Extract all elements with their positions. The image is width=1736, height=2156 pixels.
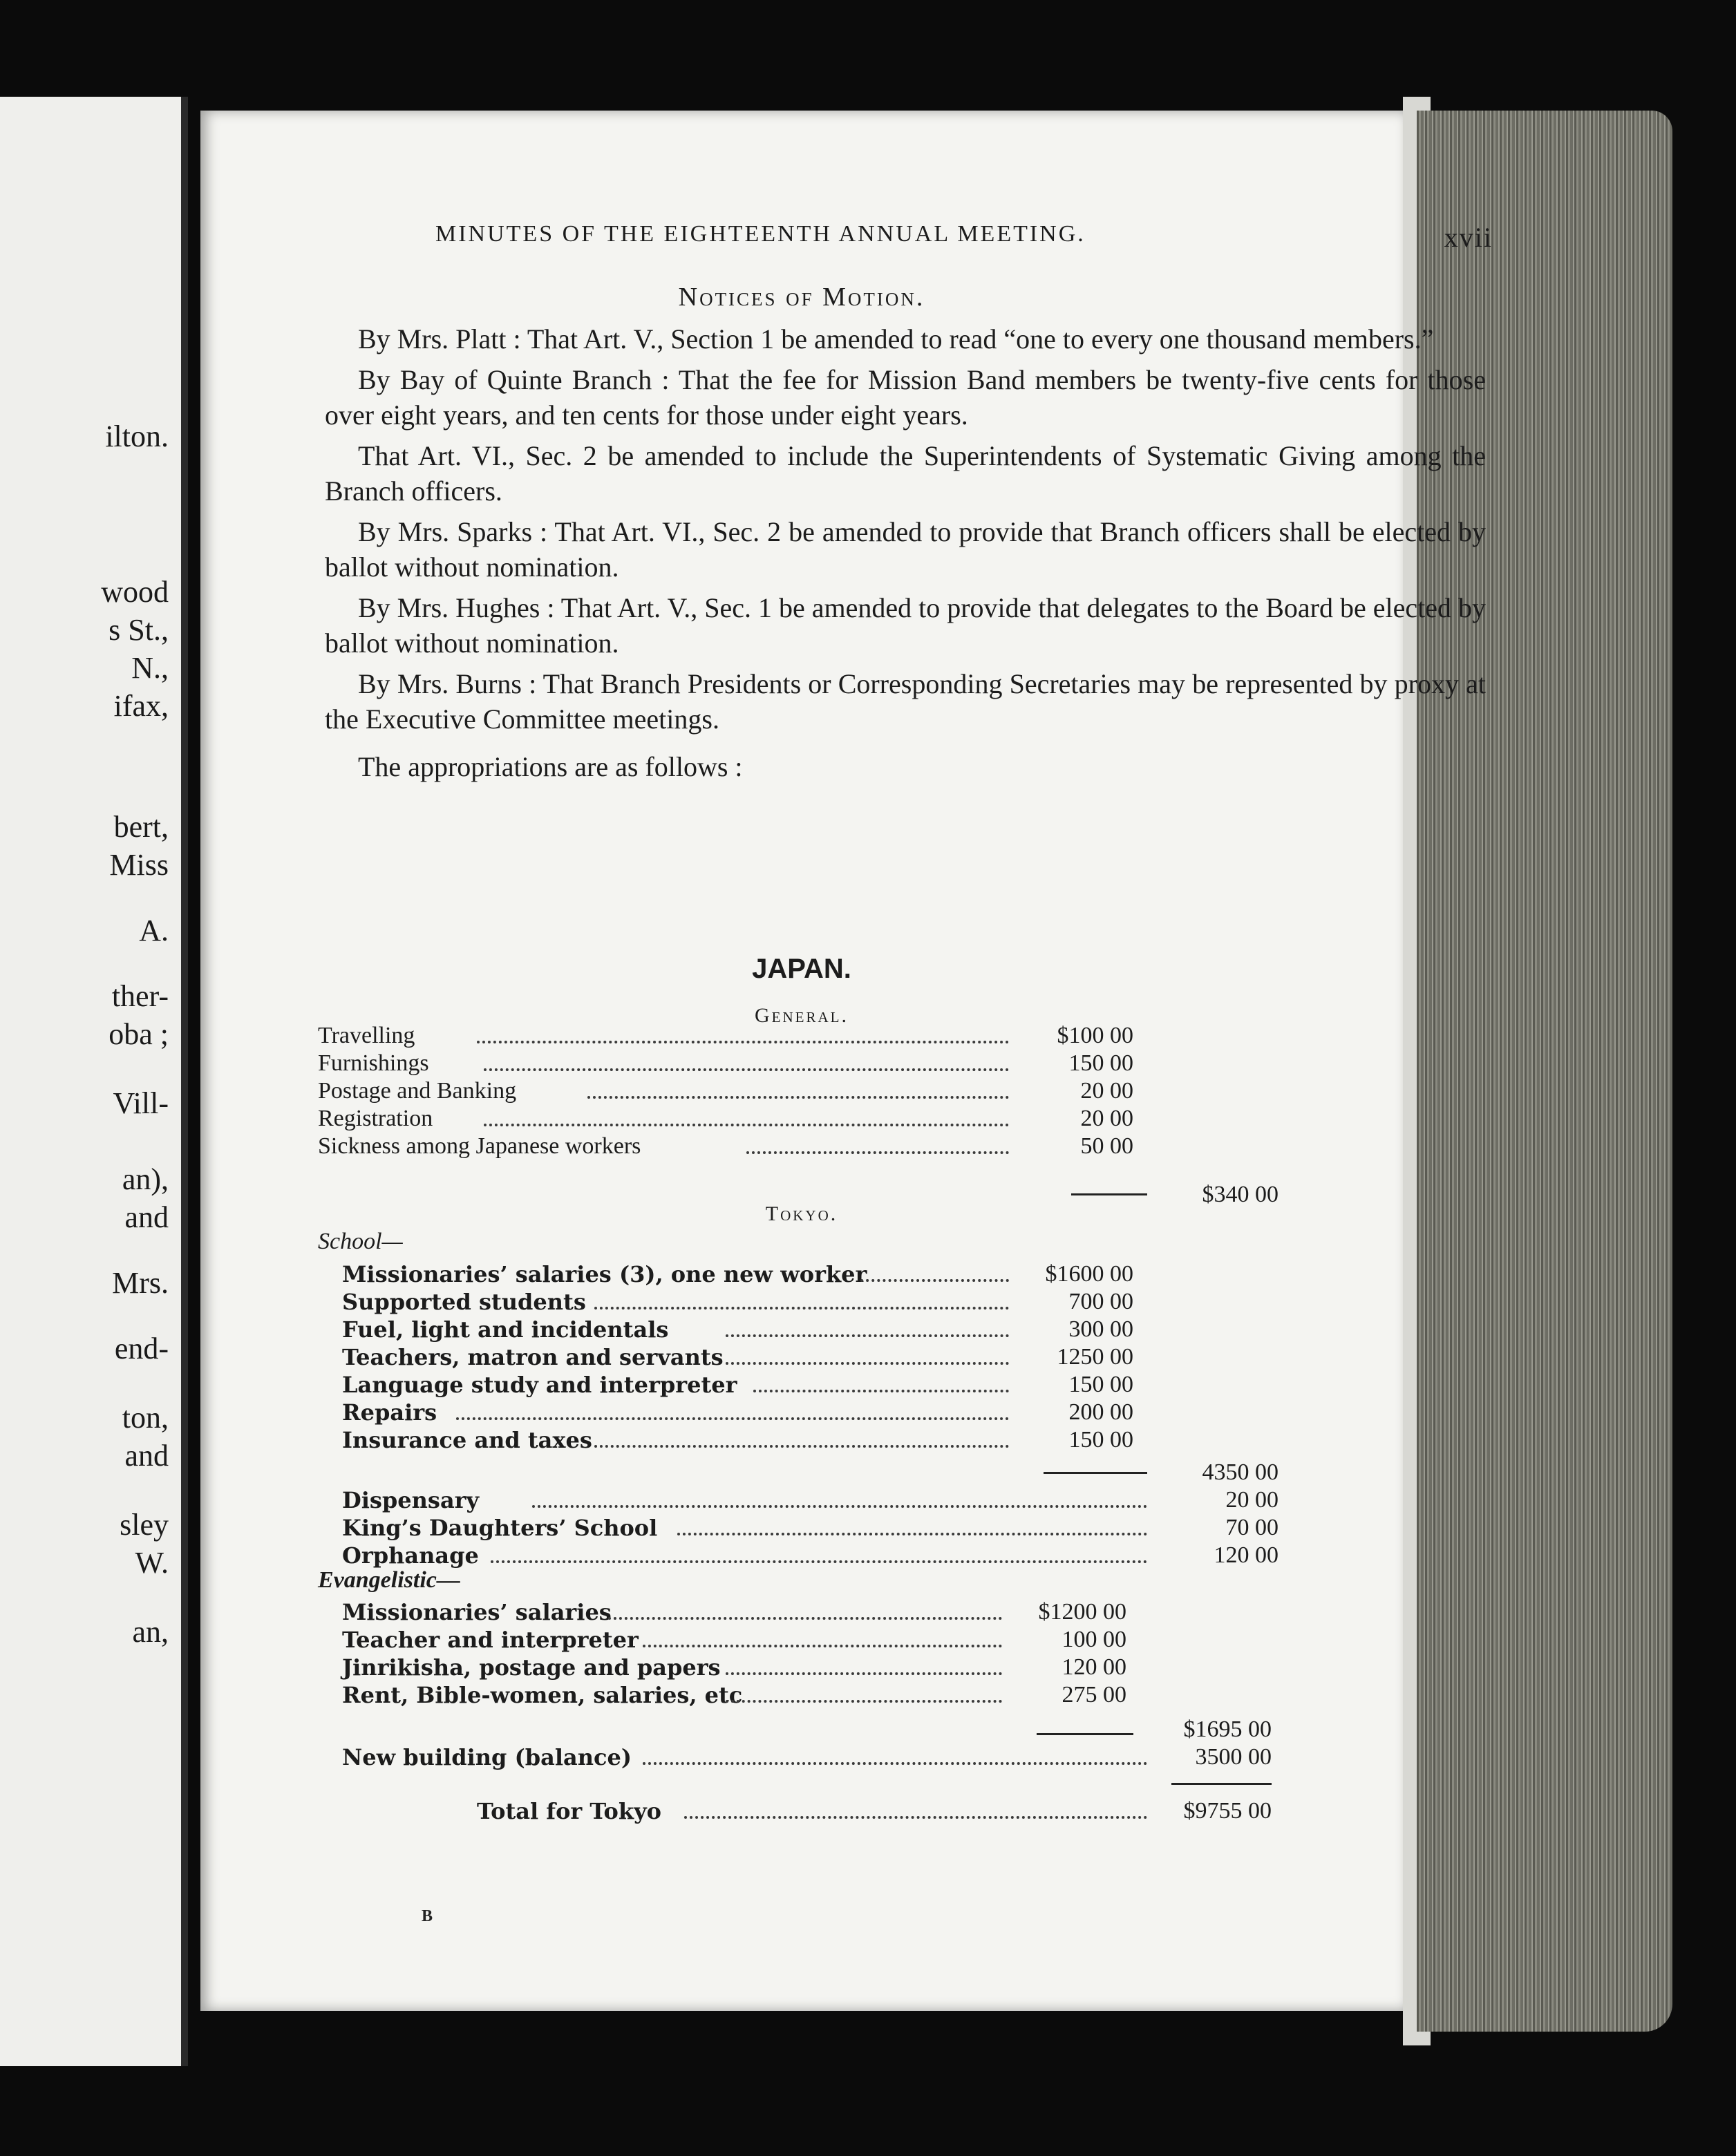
appropriations-intro: The appropriations are as follows :: [358, 751, 743, 782]
row-amount: 120 00: [1062, 1654, 1126, 1680]
grand-total: $9755 00: [1183, 1798, 1272, 1824]
running-title: MINUTES OF THE EIGHTEENTH ANNUAL MEETING.: [435, 221, 1086, 247]
left-page-fragment: s St.,: [108, 613, 169, 647]
evangelistic-label: Evangelistic—: [318, 1567, 460, 1593]
row-amount: 100 00: [1062, 1627, 1126, 1652]
leader-dots: [726, 1699, 1002, 1703]
leader-dots: [594, 1305, 1009, 1309]
general-row: [200, 1049, 1403, 1078]
row-amount: 50 00: [1080, 1133, 1133, 1159]
school-row: [200, 1260, 1403, 1289]
row-label: Travelling: [318, 1023, 415, 1048]
row-label: Rent, Bible-women, salaries, etc: [342, 1682, 743, 1708]
leader-dots: [594, 1444, 1009, 1448]
row-amount: $1600 00: [1045, 1261, 1133, 1287]
evangelistic-total: $1695 00: [1183, 1717, 1272, 1742]
row-label: Furnishings: [318, 1050, 429, 1076]
row-label: Dispensary: [342, 1487, 480, 1513]
left-page-fragment: Miss: [109, 848, 169, 882]
row-amount: 150 00: [1068, 1372, 1133, 1397]
notice-paragraph: By Mrs. Burns : That Branch Presidents or Corresponding Secretaries may be represented by proxy at the Executive Committee meetings.: [325, 668, 1486, 735]
leader-dots: [532, 1504, 1147, 1508]
school-row: [200, 1398, 1403, 1427]
school-row: [200, 1287, 1403, 1316]
leader-dots: [477, 1039, 1009, 1043]
page-number: xvii: [1444, 222, 1493, 253]
row-label: Orphanage: [342, 1542, 479, 1569]
leader-dots: [484, 1067, 1009, 1071]
country-heading: JAPAN.: [752, 954, 851, 984]
evangelistic-row: [200, 1598, 1403, 1627]
row-label: Total for Tokyo: [477, 1798, 661, 1824]
school-row: [200, 1370, 1403, 1399]
left-page-fragment: ther-: [111, 979, 169, 1013]
school-row: [200, 1343, 1403, 1372]
school-row: [200, 1426, 1403, 1455]
general-row: [200, 1077, 1403, 1106]
left-page-fragment: ton,: [122, 1401, 169, 1435]
school-total-row: [200, 1458, 1403, 1487]
leader-dots: [684, 1815, 1147, 1819]
leader-dots: [587, 1095, 1009, 1099]
row-amount: 1250 00: [1057, 1344, 1133, 1370]
row-label: Repairs: [342, 1399, 437, 1426]
row-amount: 70 00: [1225, 1515, 1279, 1540]
leader-dots: [753, 1388, 1009, 1392]
row-label: Jinrikisha, postage and papers: [342, 1654, 721, 1681]
leader-dots: [726, 1333, 1009, 1337]
left-page-fragment: N.,: [131, 651, 169, 685]
row-amount: $100 00: [1057, 1023, 1133, 1048]
row-amount: 20 00: [1080, 1106, 1133, 1131]
general-row: [200, 1021, 1403, 1050]
tokyo-row: [200, 1541, 1403, 1570]
leader-dots: [643, 1643, 1002, 1647]
evangelistic-total-row: [200, 1715, 1403, 1744]
notice-paragraph: By Mrs. Sparks : That Art. VI., Sec. 2 be amended to provide that Branch officers shall be elected by ballot without nomination.: [325, 516, 1486, 583]
left-page-fragment: W.: [135, 1546, 169, 1580]
evangelistic-row: [200, 1653, 1403, 1682]
school-total: 4350 00: [1202, 1459, 1279, 1485]
row-label: King’s Daughters’ School: [342, 1515, 658, 1541]
general-row: [200, 1104, 1403, 1133]
row-amount: 275 00: [1062, 1682, 1126, 1708]
row-label: Supported students: [342, 1289, 586, 1315]
leader-dots: [726, 1361, 1009, 1365]
evangelistic-row: [200, 1625, 1403, 1654]
left-page-fragment: sley: [120, 1508, 169, 1542]
tokyo-row: [200, 1486, 1403, 1515]
row-label: Teacher and interpreter: [342, 1627, 639, 1653]
notice-paragraph: By Bay of Quinte Branch : That the fee for Mission Band members be twenty-five cents for those over eight years, and ten cents for those under eight years.: [325, 364, 1486, 431]
leader-dots: [643, 1761, 1147, 1765]
row-label: Registration: [318, 1106, 433, 1131]
leader-dots: [491, 1559, 1147, 1563]
row-amount: 150 00: [1068, 1050, 1133, 1076]
leader-dots: [677, 1531, 1147, 1535]
left-page-fragment: end-: [114, 1332, 169, 1365]
left-page-fragment: and: [124, 1439, 169, 1473]
leader-dots: [726, 1671, 1002, 1675]
school-row: [200, 1315, 1403, 1344]
row-amount: 120 00: [1214, 1542, 1279, 1568]
row-label: Sickness among Japanese workers: [318, 1133, 641, 1159]
row-amount: $1200 00: [1038, 1599, 1126, 1625]
school-label: School—: [318, 1229, 403, 1254]
left-facing-page: [0, 97, 188, 2066]
notices-heading: Notices of Motion.: [678, 283, 925, 312]
leader-dots: [484, 1122, 1009, 1126]
row-amount: 3500 00: [1195, 1744, 1272, 1770]
row-label: Missionaries’ salaries: [342, 1599, 612, 1625]
new-building-row: [200, 1743, 1403, 1772]
left-page-fragment: Vill-: [113, 1086, 169, 1120]
evangelistic-row: [200, 1681, 1403, 1710]
row-amount: 20 00: [1080, 1078, 1133, 1104]
row-amount: 150 00: [1068, 1427, 1133, 1453]
row-amount: 300 00: [1068, 1316, 1133, 1342]
tokyo-row: [200, 1513, 1403, 1542]
left-page-fragment: wood: [101, 575, 169, 609]
leader-dots: [746, 1150, 1009, 1154]
notice-paragraph: By Mrs. Platt : That Art. V., Section 1 be amended to read “one to every one thousand members.”: [358, 323, 1434, 354]
book-page: [200, 111, 1493, 2011]
tokyo-heading: Tokyo.: [765, 1202, 838, 1225]
left-page-fragment: an,: [132, 1615, 169, 1649]
row-label: New building (balance): [342, 1744, 632, 1770]
leader-dots: [860, 1278, 1009, 1282]
general-heading: General.: [755, 1004, 849, 1027]
left-page-fragment: Mrs.: [112, 1266, 169, 1300]
notice-paragraph: By Mrs. Hughes : That Art. V., Sec. 1 be amended to provide that delegates to the Board be elected by ballot without nomination.: [325, 592, 1486, 659]
left-page-fragment: an),: [122, 1162, 169, 1196]
signature-mark: B: [422, 1907, 433, 1925]
left-page-fragment: A.: [139, 914, 169, 947]
general-total: $340 00: [1202, 1182, 1279, 1207]
row-amount: 200 00: [1068, 1399, 1133, 1425]
notice-paragraph: That Art. VI., Sec. 2 be amended to include the Superintendents of Systematic Giving among the Branch officers.: [325, 440, 1486, 507]
leader-dots: [456, 1416, 1009, 1420]
row-label: Missionaries’ salaries (3), one new worker: [342, 1261, 867, 1287]
row-label: Postage and Banking: [318, 1078, 517, 1104]
general-row: [200, 1132, 1403, 1161]
left-page-fragment: bert,: [113, 810, 169, 844]
running-header: [435, 221, 1493, 253]
row-amount: 20 00: [1225, 1487, 1279, 1513]
row-amount: 700 00: [1068, 1289, 1133, 1314]
total-rule: [1171, 1783, 1272, 1785]
left-page-fragment: ilton.: [105, 419, 169, 453]
row-label: Fuel, light and incidentals: [342, 1316, 669, 1343]
left-page-fragment: ifax,: [113, 689, 169, 723]
leader-dots: [608, 1616, 1002, 1620]
grand-total-row: [200, 1797, 1403, 1826]
row-label: Insurance and taxes: [342, 1427, 592, 1453]
left-page-fragment: oba ;: [108, 1017, 169, 1051]
notices-body: [325, 321, 1486, 790]
left-page-fragment: and: [124, 1200, 169, 1234]
row-label: Teachers, matron and servants: [342, 1344, 724, 1370]
row-label: Language study and interpreter: [342, 1372, 737, 1398]
